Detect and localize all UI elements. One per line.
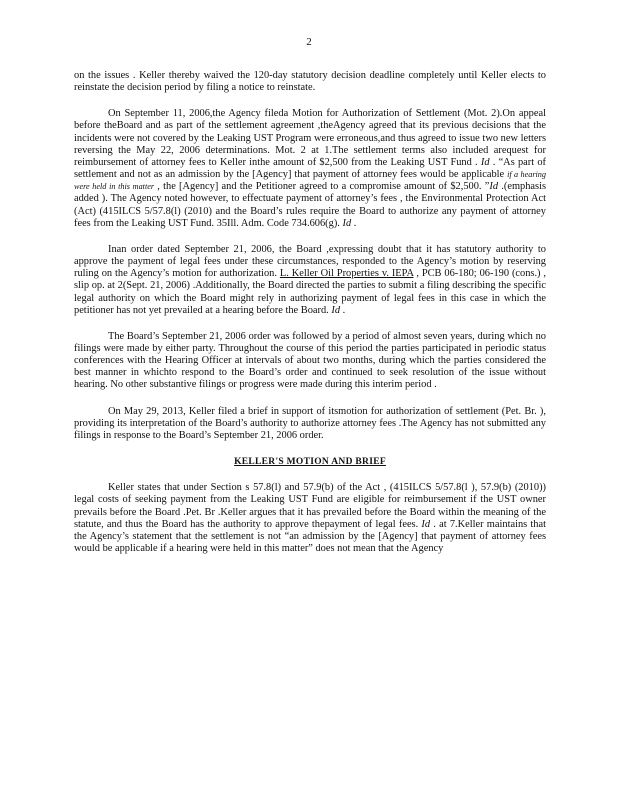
text-segment: .(emphasis added ). The Agency noted however, to effectuate payment of attorney’s fees , the Environmental Protection Act (Act) (415ILCS 5/57.8(l) (2010) and the Board’s rules require the Board to authorize any payment of attorney fees from the Leaking UST Fund. 35Ill. Adm. Code 734.606(g). — [74, 181, 546, 229]
text-segment: , the [Agency] and the Petitioner agreed to a compromise amount of $2,500. ” — [154, 181, 490, 193]
text-segment: The Board’s September 21, 2006 order was followed by a period of almost seven years, during which no filings were made by either party. Throughout the course of this period the parties participated in periodic status conferences with the Hearing Officer at intervals of about two months, during which the parties considered the best manner in whichto respond to the Board’s order and continued to seek resolution of the issue without hearing. No other substantive filings or progress were made during this interim period . — [74, 330, 546, 391]
page-number: 2 — [306, 36, 312, 48]
text-segment: Id — [489, 181, 499, 193]
text-segment: On September 11, 2006,the Agency fileda Motion for Authorization of Settlement (Mot. 2).On appeal before theBoard and as part of the settlement agreement ,theAgency agreed that its previous decisions that the incidents were not covered by the Leaking UST Program were erroneous,and thus agreed to issue two new letters reversing the May 22, 2006 determinations. Mot. 2 at 1.The settlement terms also included arequest for reimbursement of attorney fees to Keller inthe amount of $2,500 from the Leaking UST Fund . — [74, 108, 546, 168]
paragraph-p3 — [74, 244, 546, 317]
text-segment: Id — [477, 156, 490, 168]
paragraph-p6 — [74, 482, 546, 555]
paragraph-p4 — [74, 331, 546, 392]
text-segment: L. Keller Oil Properties v. IEPA — [279, 268, 414, 280]
text-segment: On May 29, 2013, Keller filed a brief in support of itsmotion for authorization of settlement (Pet. Br. ), providing its interpretation of the Board’s authority to authorize attorney fees .The Agency has not submitted any filings in response to the Board’s September 21, 2006 order. — [74, 405, 546, 441]
paragraph-p1 — [74, 70, 546, 94]
text-segment: , PCB 06-180; 06-190 (cons.) , slip op. at 2(Sept. 21, 2006) .Additionally, the Board directed the parties to submit a filing describing the specific legal authority on which the Board might rely in authorizing payment of legal fees in this case in which the petitioner has not yet prevailed at a hearing before the Board. — [74, 268, 547, 316]
text-segment: Id — [421, 518, 431, 530]
text-segment: if a hearing were held in this matter — [74, 170, 546, 192]
text-segment: . “As part of settlement and not as an admission by the [Agency] that payment of attorney fees would be applicable — [74, 156, 546, 181]
text-segment: on the issues . Keller thereby waived the 120-day statutory decision deadline completely until Keller elects to reinstate the decision period by filing a notice to reinstate. — [74, 70, 546, 94]
text-segment: Keller states that under Section s 57.8(l) and 57.9(b) of the Act , (415ILCS 5/57.8(l ), 57.9(b) (2010)) legal costs of seeking payment from the Leaking UST Fund are eligible for reimbursement if the UST owner prevails before the Board .Pet. Br .Keller argues that it has prevailed before the Board within the meaning of the statute, and thus the Board has the authority to approve thepayment of legal fees. — [74, 482, 546, 530]
paragraphs-after-heading — [74, 482, 546, 555]
paragraph-p5 — [74, 406, 546, 442]
text-segment: . — [340, 304, 346, 316]
section-heading: KELLER'S MOTION AND BRIEF — [234, 457, 386, 468]
text-segment: Id — [342, 217, 352, 229]
paragraphs-before-heading — [74, 70, 546, 442]
paragraph-p2 — [74, 108, 546, 230]
text-segment: . — [351, 217, 357, 229]
document-body — [74, 70, 546, 569]
text-segment: Id — [331, 304, 341, 316]
text-segment: Inan order dated September 21, 2006, the Board ,expressing doubt that it has statutory authority to approve the payment of legal fees under these circumstances, responded to the Agency’s motion by reserving ruling on the Agency’s motion for authorization. — [74, 243, 546, 280]
text-segment: . at 7.Keller maintains that the Agency’s statement that the settlement is not “an admission by the [Agency] that payment of attorney fees would be applicable if a hearing were held in this matter” does not mean that the Agency — [74, 518, 546, 554]
